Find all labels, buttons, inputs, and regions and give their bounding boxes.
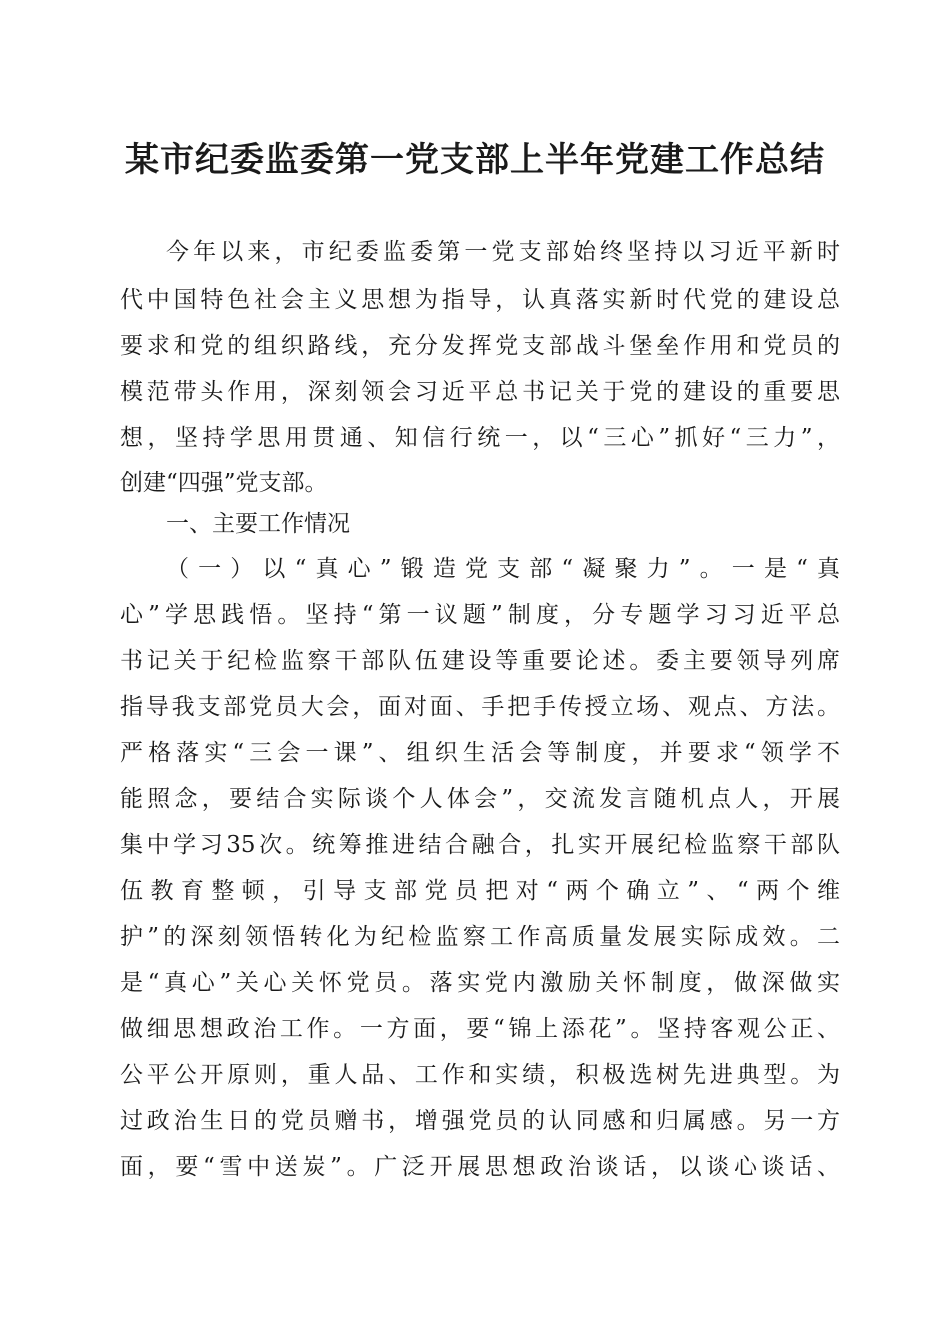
paragraph-line: 严格落实“三会一课”、组织生活会等制度，并要求“领学不 (120, 740, 840, 766)
section-heading: 一、主要工作情况 (166, 511, 350, 537)
paragraph-line: 集中学习35次。统筹推进结合融合，扎实开展纪检监察干部队 (120, 832, 840, 858)
paragraph-line: 过政治生日的党员赠书，增强党员的认同感和归属感。另一方 (120, 1108, 840, 1134)
paragraph-line: 创建“四强”党支部。 (120, 470, 328, 496)
document-title: 某市纪委监委第一党支部上半年党建工作总结 (125, 140, 825, 180)
paragraph-line: 模范带头作用，深刻领会习近平总书记关于党的建设的重要思 (120, 379, 840, 405)
paragraph-line: 面，要“雪中送炭”。广泛开展思想政治谈话，以谈心谈话、 (120, 1154, 840, 1180)
paragraph-line: 要求和党的组织路线，充分发挥党支部战斗堡垒作用和党员的 (120, 333, 840, 359)
paragraph-line: 做细思想政治工作。一方面，要“锦上添花”。坚持客观公正、 (120, 1016, 840, 1042)
paragraph-line: 伍教育整顿，引导支部党员把对“两个确立”、“两个维 (120, 878, 840, 904)
paragraph-line: 指导我支部党员大会，面对面、手把手传授立场、观点、方法。 (120, 694, 840, 720)
paragraph-line: 是“真心”关心关怀党员。落实党内激励关怀制度，做深做实 (120, 970, 840, 996)
paragraph-line: 代中国特色社会主义思想为指导，认真落实新时代党的建设总 (120, 287, 840, 313)
paragraph-line: 能照念，要结合实际谈个人体会”，交流发言随机点人，开展 (120, 786, 840, 812)
paragraph-line: （一）以“真心”锻造党支部“凝聚力”。一是“真 (166, 556, 840, 582)
paragraph-line: 书记关于纪检监察干部队伍建设等重要论述。委主要领导列席 (120, 648, 840, 674)
paragraph-line: 今年以来，市纪委监委第一党支部始终坚持以习近平新时 (166, 239, 840, 265)
paragraph-line: 护”的深刻领悟转化为纪检监察工作高质量发展实际成效。二 (120, 924, 840, 950)
paragraph-line: 公平公开原则，重人品、工作和实绩，积极选树先进典型。为 (120, 1062, 840, 1088)
paragraph-line: 想，坚持学思用贯通、知信行统一，以“三心”抓好“三力”， (120, 425, 840, 451)
paragraph-line: 心”学思践悟。坚持“第一议题”制度，分专题学习习近平总 (120, 602, 840, 628)
